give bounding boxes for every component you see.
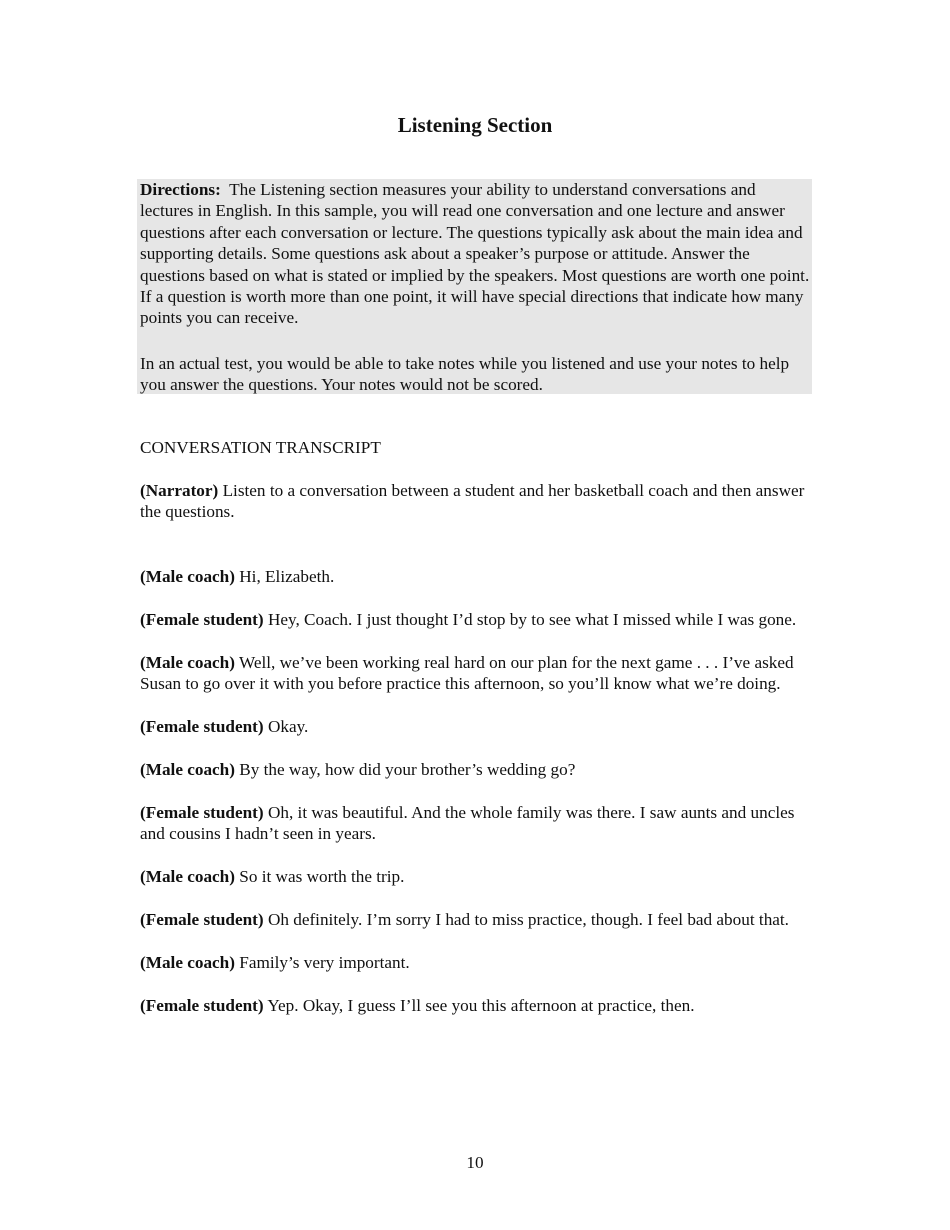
directions-box bbox=[137, 179, 812, 394]
speaker-label: (Male coach) bbox=[140, 759, 235, 779]
transcript-line bbox=[140, 652, 810, 695]
section-heading: CONVERSATION TRANSCRIPT bbox=[140, 438, 381, 457]
transcript-line bbox=[140, 866, 810, 887]
utterance-text: Okay. bbox=[267, 716, 309, 736]
transcript-line bbox=[140, 759, 810, 780]
utterance-text: So it was worth the trip. bbox=[239, 867, 405, 887]
directions-text-1: The Listening section measures your ability to understand conversations and lectures in English. In this sample, you will read one conversation and one lecture and answer questions after each conversation or lecture. The questions typically ask about the main idea and supporting details. Some questions ask about a speaker’s purpose or attitude. Answer the questions based on what is stated or implied by the speakers. Most questions are worth one point. If a question is worth more than one point, it will have special directions that indicate how many points you can receive. bbox=[140, 180, 810, 328]
utterance-text: Listen to a conversation between a student and her basketball coach and then answer the questions. bbox=[140, 481, 805, 522]
speaker-label: (Narrator) bbox=[140, 481, 219, 500]
transcript-line bbox=[140, 480, 810, 523]
speaker-label: (Male coach) bbox=[140, 867, 235, 887]
directions-label: Directions: bbox=[140, 180, 221, 199]
utterance-text: Yep. Okay, I guess I’ll see you this afternoon at practice, then. bbox=[267, 995, 695, 1015]
transcript-line bbox=[140, 952, 810, 973]
transcript-line bbox=[140, 909, 810, 930]
transcript-line bbox=[140, 609, 810, 630]
speaker-label: (Female student) bbox=[140, 802, 264, 822]
utterance-text: Hi, Elizabeth. bbox=[239, 566, 335, 586]
transcript-line bbox=[140, 716, 810, 737]
utterance-text: Hey, Coach. I just thought I’d stop by to see what I missed while I was gone. bbox=[267, 609, 797, 629]
transcript bbox=[140, 480, 810, 1016]
utterance-text: Oh definitely. I’m sorry I had to miss practice, though. I feel bad about that. bbox=[267, 909, 789, 929]
transcript-line bbox=[140, 995, 810, 1016]
speaker-label: (Female student) bbox=[140, 909, 264, 929]
utterance-text: Family’s very important. bbox=[239, 952, 410, 972]
transcript-line bbox=[140, 802, 810, 845]
speaker-label: (Male coach) bbox=[140, 566, 235, 586]
directions-paragraph-2: In an actual test, you would be able to take notes while you listened and use your notes to help you answer the questions. Your notes would not be scored. bbox=[140, 353, 790, 395]
utterance-text: By the way, how did your brother’s wedding go? bbox=[239, 759, 576, 779]
utterance-text: Well, we’ve been working real hard on our plan for the next game . . . I’ve asked Susan to go over it with you before practice this afternoon, so you’ll know what we’re doing. bbox=[140, 652, 794, 694]
transcript-line bbox=[140, 566, 810, 587]
page-number: 10 bbox=[466, 1153, 484, 1172]
speaker-label: (Female student) bbox=[140, 995, 264, 1015]
speaker-label: (Male coach) bbox=[140, 652, 235, 672]
directions-paragraph-1 bbox=[140, 179, 812, 329]
utterance-text: Oh, it was beautiful. And the whole family was there. I saw aunts and uncles and cousins I hadn’t seen in years. bbox=[140, 802, 795, 844]
speaker-label: (Female student) bbox=[140, 609, 264, 629]
speaker-label: (Male coach) bbox=[140, 952, 235, 972]
speaker-label: (Female student) bbox=[140, 716, 264, 736]
page-title: Listening Section bbox=[397, 113, 553, 137]
